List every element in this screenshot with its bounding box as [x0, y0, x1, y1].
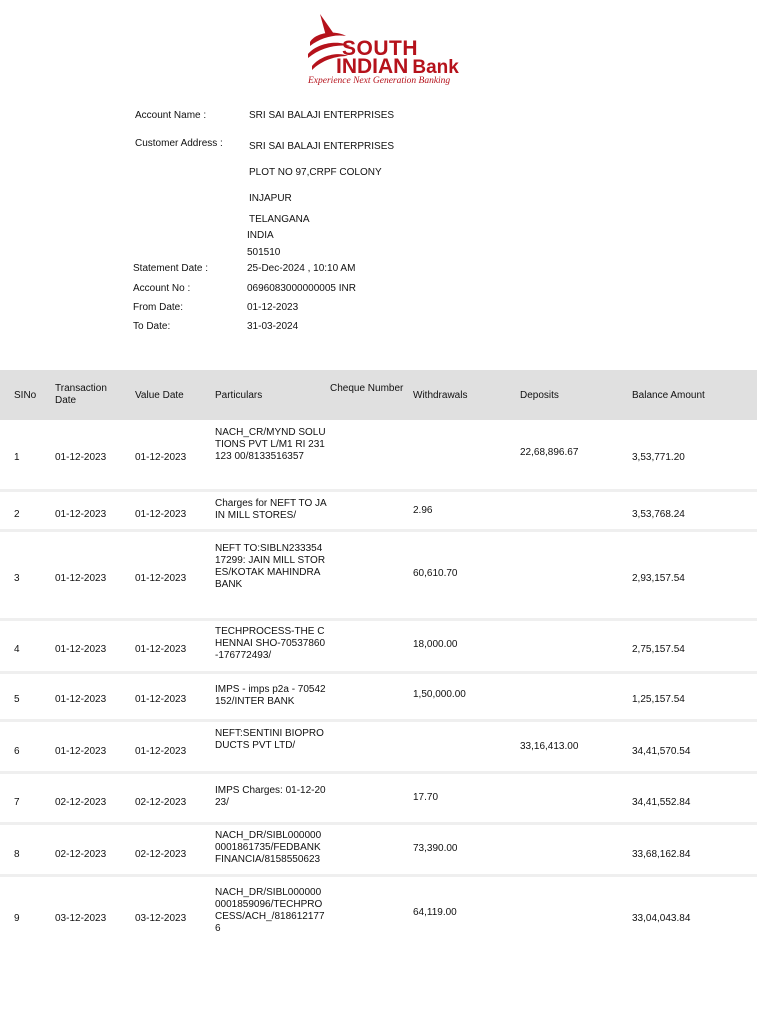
cell-value-date: 03-12-2023 [135, 913, 187, 924]
cell-value-date: 01-12-2023 [135, 644, 187, 655]
header-particulars: Particulars [215, 390, 263, 401]
cell-value-date: 02-12-2023 [135, 849, 187, 860]
cell-txn-date: 01-12-2023 [55, 644, 107, 655]
bank-name-line2 [336, 56, 459, 78]
cell-particulars: Charges for NEFT TO JAIN MILL STORES/ [215, 498, 327, 521]
cell-txn-date: 01-12-2023 [55, 746, 107, 757]
cell-balance: 34,41,570.54 [632, 746, 691, 757]
account-no-label: Account No : [133, 283, 191, 294]
cell-particulars: NEFT:SENTINI BIOPRODUCTS PVT LTD/ [215, 728, 324, 751]
address-line-3: INJAPUR [249, 193, 292, 204]
cell-balance: 34,41,552.84 [632, 797, 691, 808]
bank-name-indian: INDIAN [336, 55, 409, 78]
cell-slno: 4 [14, 644, 20, 655]
cell-balance: 1,25,157.54 [632, 694, 685, 705]
cell-particulars: TECHPROCESS-THE CHENNAI SHO-70537860-176772493/ [215, 626, 326, 661]
cell-slno: 5 [14, 694, 20, 705]
cell-withdrawals: 2.96 [413, 505, 433, 516]
cell-balance: 3,53,768.24 [632, 509, 685, 520]
cell-txn-date: 03-12-2023 [55, 913, 107, 924]
address-line-1: SRI SAI BALAJI ENTERPRISES [249, 141, 395, 152]
account-name-label: Account Name : [135, 110, 207, 121]
cell-balance: 2,75,157.54 [632, 644, 685, 655]
header-deposits: Deposits [520, 390, 559, 401]
cell-withdrawals: 60,610.70 [413, 568, 458, 579]
row-separator [0, 489, 757, 492]
bank-name-bank: Bank [412, 57, 459, 78]
cell-particulars: NACH_DR/SIBL000000 0001859096/TECHPRO CESS/ACH_/818612177 6 [215, 887, 325, 934]
cell-txn-date: 01-12-2023 [55, 694, 107, 705]
cell-slno: 9 [14, 913, 20, 924]
cell-withdrawals: 73,390.00 [413, 843, 458, 854]
cell-slno: 3 [14, 573, 20, 584]
from-date-value: 01-12-2023 [247, 302, 299, 313]
address-line-6: 501510 [247, 247, 281, 258]
header-withdrawals: Withdrawals [413, 390, 468, 401]
header-cheque-number: Cheque Number [330, 383, 404, 394]
cell-particulars: IMPS Charges: 01-12-2023/ [215, 785, 326, 808]
cell-balance: 3,53,771.20 [632, 452, 685, 463]
bank-tagline: Experience Next Generation Banking [308, 76, 451, 86]
row-separator [0, 874, 757, 877]
header-transaction-date: Transaction Date [55, 383, 107, 406]
to-date-value: 31-03-2024 [247, 321, 299, 332]
cell-slno: 6 [14, 746, 20, 757]
cell-txn-date: 02-12-2023 [55, 849, 107, 860]
statement-date-value: 25-Dec-2024 , 10:10 AM [247, 263, 356, 274]
header-slno: SINo [14, 390, 37, 401]
cell-particulars: NACH_CR/MYND SOLUTIONS PVT L/M1 RI 231123 00/8133516357 [215, 427, 326, 462]
bank-logo [306, 12, 472, 92]
account-name-value: SRI SAI BALAJI ENTERPRISES [249, 110, 395, 121]
from-date-label: From Date: [133, 302, 184, 313]
cell-value-date: 01-12-2023 [135, 509, 187, 520]
address-line-4: TELANGANA [249, 214, 310, 225]
address-line-2: PLOT NO 97,CRPF COLONY [249, 167, 382, 178]
header-balance-amount: Balance Amount [632, 390, 705, 401]
cell-txn-date: 01-12-2023 [55, 452, 107, 463]
to-date-label: To Date: [133, 321, 171, 332]
row-separator [0, 529, 757, 532]
cell-withdrawals: 1,50,000.00 [413, 689, 466, 700]
cell-txn-date: 01-12-2023 [55, 509, 107, 520]
cell-slno: 7 [14, 797, 20, 808]
cell-value-date: 01-12-2023 [135, 573, 187, 584]
cell-value-date: 01-12-2023 [135, 746, 187, 757]
cell-deposits: 22,68,896.67 [520, 447, 579, 458]
customer-address-label: Customer Address : [135, 138, 223, 149]
transactions-table-header [0, 370, 757, 420]
cell-txn-date: 02-12-2023 [55, 797, 107, 808]
row-separator [0, 719, 757, 722]
cell-deposits: 33,16,413.00 [520, 741, 579, 752]
cell-slno: 1 [14, 452, 20, 463]
cell-balance: 2,93,157.54 [632, 573, 685, 584]
cell-slno: 2 [14, 509, 20, 520]
cell-txn-date: 01-12-2023 [55, 573, 107, 584]
row-separator [0, 822, 757, 825]
cell-balance: 33,04,043.84 [632, 913, 691, 924]
cell-value-date: 02-12-2023 [135, 797, 187, 808]
cell-withdrawals: 64,119.00 [413, 907, 457, 918]
header-value-date: Value Date [135, 390, 184, 401]
bank-name-line1: SOUTH [342, 37, 418, 60]
cell-value-date: 01-12-2023 [135, 694, 187, 705]
cell-balance: 33,68,162.84 [632, 849, 691, 860]
cell-withdrawals: 17.70 [413, 792, 439, 803]
cell-particulars: NACH_DR/SIBL000000 0001861735/FEDBANK FINANCIA/8158550623 [215, 830, 322, 865]
cell-value-date: 01-12-2023 [135, 452, 187, 463]
address-line-5: INDIA [247, 230, 274, 241]
account-no-value: 0696083000000005 INR [247, 283, 356, 294]
cell-slno: 8 [14, 849, 20, 860]
statement-date-label: Statement Date : [133, 263, 209, 274]
cell-particulars: NEFT TO:SIBLN23335417299: JAIN MILL STORES/KOTAK MAHINDRA BANK [215, 543, 326, 590]
cell-particulars: IMPS - imps p2a - 70542152/INTER BANK [215, 684, 326, 707]
row-separator [0, 618, 757, 621]
cell-withdrawals: 18,000.00 [413, 639, 458, 650]
row-separator [0, 771, 757, 774]
row-separator [0, 671, 757, 674]
